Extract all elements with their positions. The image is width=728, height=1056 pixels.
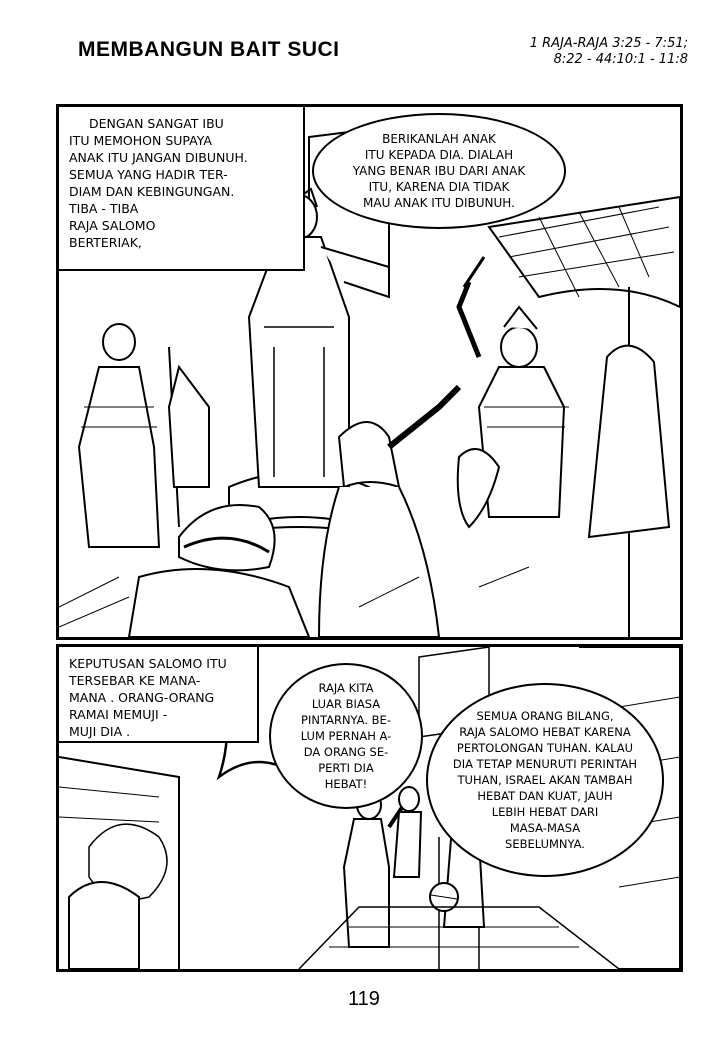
speech-line: LUAR BIASA	[311, 697, 381, 711]
narration-caption	[59, 647, 259, 743]
caption-line: DIAM DAN KEBINGUNGAN.	[69, 184, 235, 199]
speech-line: MAU ANAK ITU DIBUNUH.	[363, 196, 515, 210]
speech-bubble-townsperson-1	[269, 663, 423, 809]
caption-line: RAJA SALOMO	[69, 218, 156, 233]
caption-line: SEMUA YANG HADIR TER-	[69, 167, 228, 182]
speech-line: ITU, KARENA DIA TIDAK	[368, 180, 510, 194]
speech-line: LEBIH HEBAT DARI	[491, 805, 599, 819]
speech-line: ITU KEPADA DIA. DIALAH	[364, 148, 514, 162]
caption-line: TIBA - TIBA	[69, 201, 139, 216]
speech-line: DIA TETAP MENURUTI PERINTAH	[452, 757, 638, 771]
caption-line: BERTERIAK,	[69, 235, 142, 250]
page-title: MEMBANGUN BAIT SUCI	[78, 38, 340, 61]
speech-bubble-townsperson-2	[426, 683, 664, 877]
speech-line: PERTI DIA	[318, 761, 374, 775]
caption-line: DENGAN SANGAT IBU	[89, 116, 224, 131]
speech-line: DA ORANG SE-	[303, 745, 389, 759]
speech-line: SEMUA ORANG BILANG,	[476, 709, 614, 723]
reference-line-2: 8:22 - 44:10:1 - 11:8	[553, 52, 688, 67]
caption-line: TERSEBAR KE MANA-	[69, 673, 201, 688]
speech-line: RAJA SALOMO HEBAT KARENA	[459, 725, 631, 739]
reference-line-1: 1 RAJA-RAJA 3:25 - 7:51;	[529, 36, 688, 51]
speech-line: LUM PERNAH A-	[300, 729, 392, 743]
caption-line: RAMAI MEMUJI -	[69, 707, 168, 722]
narration-caption	[59, 107, 305, 271]
speech-line: TUHAN, ISRAEL AKAN TAMBAH	[457, 773, 633, 787]
speech-line: SEBELUMNYA.	[505, 837, 585, 851]
speech-line: BERIKANLAH ANAK	[382, 132, 496, 146]
comic-panel-1	[56, 104, 683, 640]
caption-line: ANAK ITU JANGAN DIBUNUH.	[69, 150, 248, 165]
speech-bubble-solomon	[312, 113, 566, 229]
comic-panel-2	[56, 644, 683, 972]
caption-line: MUJI DIA .	[69, 724, 131, 739]
caption-line: MANA . ORANG-ORANG	[69, 690, 215, 705]
speech-line: HEBAT DAN KUAT, JAUH	[477, 789, 613, 803]
caption-line: ITU MEMOHON SUPAYA	[69, 133, 212, 148]
speech-line: PINTARNYA. BE-	[301, 713, 391, 727]
speech-line: MASA-MASA	[509, 821, 581, 835]
speech-line: HEBAT!	[324, 777, 368, 791]
page-number: 119	[348, 988, 380, 1010]
caption-line: KEPUTUSAN SALOMO ITU	[69, 656, 227, 671]
speech-line: RAJA KITA	[318, 681, 374, 695]
speech-line: YANG BENAR IBU DARI ANAK	[352, 164, 526, 178]
scripture-reference	[458, 36, 688, 68]
speech-line: PERTOLONGAN TUHAN. KALAU	[456, 741, 634, 755]
